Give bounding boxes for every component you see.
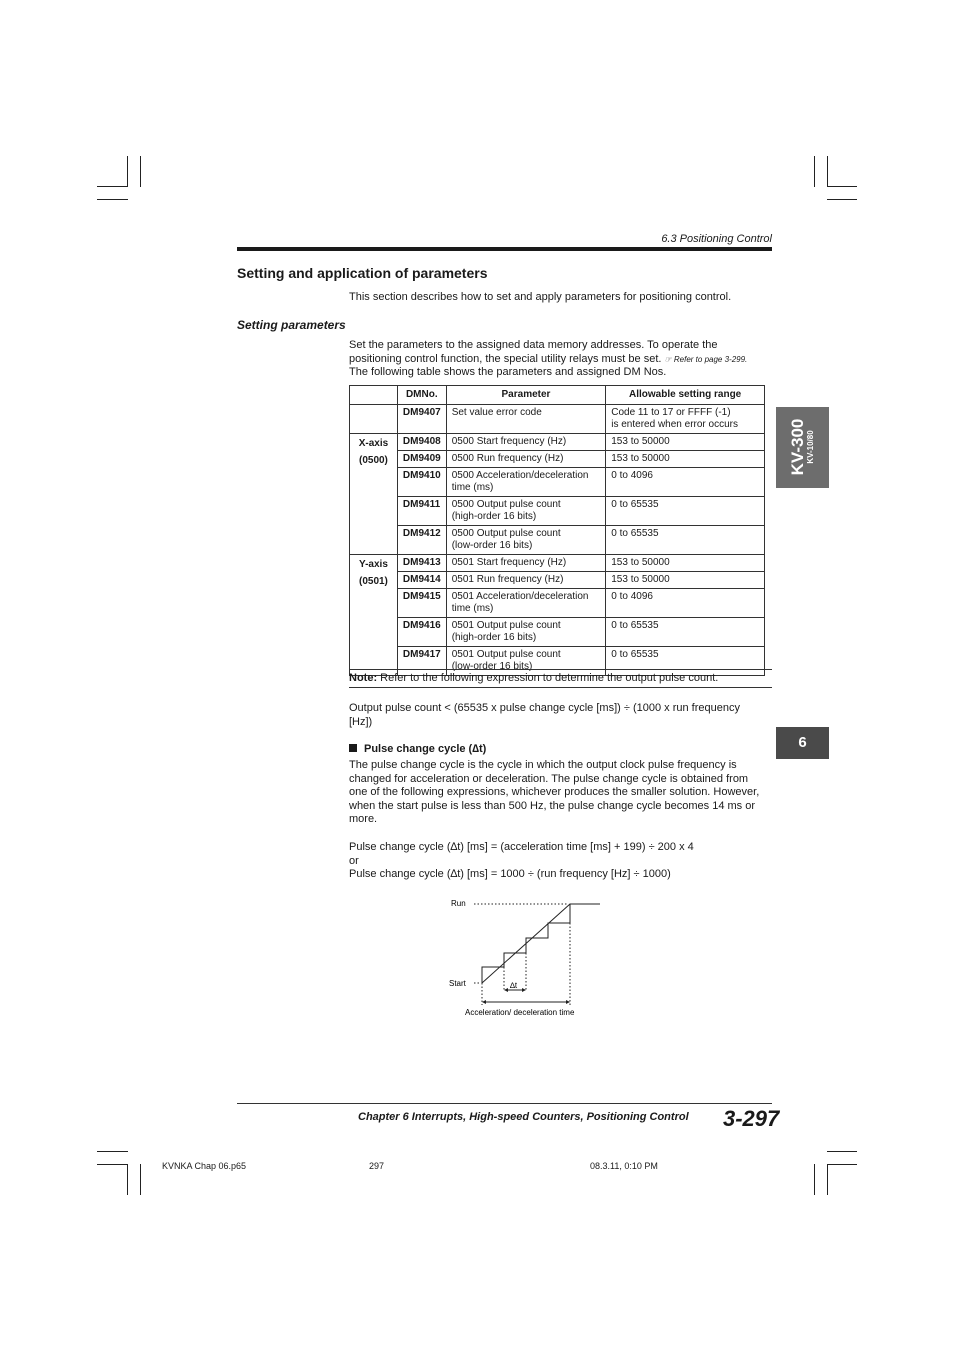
output-pulse-expression: [349, 702, 740, 729]
table-cell-blank: [350, 405, 398, 434]
section-intro: This section describes how to set and apply parameters for positioning control.: [349, 291, 732, 303]
axis-number: (0500): [358, 455, 388, 466]
pulse-heading: [349, 743, 486, 757]
staircase-line: [482, 904, 600, 983]
table-cell-dm: DM9408: [397, 434, 446, 451]
table-cell-range: 0 to 4096: [606, 589, 765, 618]
axis-number: (0501): [358, 576, 388, 587]
table-header-blank: [350, 386, 398, 405]
parameter-line-1: 0501 Acceleration/deceleration: [451, 591, 589, 602]
table-cell-dm: DM9409: [397, 451, 446, 468]
pulse-line: when the start pulse is less than 500 Hz, the pulse change cycle becomes 14 ms or: [349, 799, 755, 812]
parameter-line-1: 0500 Acceleration/deceleration: [451, 470, 589, 481]
table-cell-parameter: [446, 451, 606, 468]
footer-rule: [237, 1103, 772, 1104]
axis-label-cell: [350, 434, 398, 555]
parameter-line-1: 0501 Output pulse count: [451, 620, 561, 631]
range-line-2: is entered when error occurs: [611, 419, 738, 430]
expression-line-2: [Hz]): [349, 715, 373, 728]
table-cell-range: 153 to 50000: [606, 555, 765, 572]
table-cell-parameter: [446, 468, 606, 497]
section-title: Setting and application of parameters: [237, 265, 488, 281]
axis-label: X-axis: [358, 438, 389, 449]
note-text: Refer to the following expression to determine the output pulse count.: [377, 672, 719, 684]
diagram-run-label: Run: [451, 899, 466, 908]
parameter-line-1: 0500 Start frequency (Hz): [451, 436, 567, 447]
table-row: [350, 468, 765, 497]
parameter-line-2: (low-order 16 bits): [451, 540, 533, 551]
page-reference: ☞ Refer to page 3-299.: [664, 354, 748, 364]
table-cell-dm: DM9414: [397, 572, 446, 589]
table-cell-parameter: [446, 497, 606, 526]
table-cell-range: 153 to 50000: [606, 434, 765, 451]
square-bullet-icon: [349, 744, 357, 752]
table-row: [350, 434, 765, 451]
subsection-title: Setting parameters: [237, 318, 346, 332]
table-cell-parameter: [446, 526, 606, 555]
table-cell-dm: DM9416: [397, 618, 446, 647]
subsection-line-2-text: positioning control function, the special utility relays must be set.: [349, 352, 662, 365]
table-cell-range: 0 to 65535: [606, 618, 765, 647]
side-tab-kv300: [776, 407, 829, 488]
pulse-line: more.: [349, 813, 378, 825]
table-cell-parameter: [446, 555, 606, 572]
subsection-line-2: [349, 353, 779, 367]
table-row: [350, 618, 765, 647]
pulse-cycle-diagram: [440, 895, 610, 1020]
parameter-line-2: time (ms): [451, 482, 494, 493]
table-cell-parameter: [446, 572, 606, 589]
side-tab-text: [789, 419, 815, 476]
table-cell-dm: DM9412: [397, 526, 446, 555]
expression-line-1: Output pulse count < (65535 x pulse change cycle [ms]) ÷ (1000 x run frequency: [349, 702, 740, 714]
subsection-text: [349, 339, 779, 380]
table-row: [350, 405, 765, 434]
range-line-1: Code 11 to 17 or FFFF (-1): [611, 407, 731, 418]
parameter-line-1: 0501 Output pulse count: [451, 649, 561, 660]
parameter-line-2: time (ms): [451, 603, 494, 614]
table-header-dmno: DMNo.: [397, 386, 446, 405]
y-axis-group: [350, 555, 765, 676]
table-cell-parameter: Set value error code: [446, 405, 606, 434]
table-cell-dm: DM9417: [397, 647, 446, 676]
running-head: 6.3 Positioning Control: [661, 233, 772, 245]
table-header-parameter: Parameter: [446, 386, 606, 405]
formula-1: Pulse change cycle (∆t) [ms] = (acceleration time [ms] + 199) ÷ 200 x 4: [349, 841, 694, 853]
pulse-line: changed for acceleration or deceleration. The pulse change cycle is obtained from: [349, 772, 749, 785]
diagram-accel-label: Acceleration/ deceleration time: [465, 1008, 575, 1017]
table-cell-dm: DM9413: [397, 555, 446, 572]
table-cell-dm: DM9407: [397, 405, 446, 434]
table-row: [350, 555, 765, 572]
chapter-tab: 6: [776, 727, 829, 759]
axis-label: Y-axis: [358, 559, 388, 570]
table-row: [350, 526, 765, 555]
pulse-title: Pulse change cycle (∆t): [364, 743, 487, 755]
subsection-line-3: The following table shows the parameters and assigned DM Nos.: [349, 366, 667, 378]
formula-or: or: [349, 854, 359, 867]
table-cell-range: [606, 405, 765, 434]
parameter-line-1: 0500 Output pulse count: [451, 499, 561, 510]
x-axis-group: [350, 434, 765, 555]
page-number: 3-297: [723, 1106, 780, 1131]
table-cell-parameter: [446, 618, 606, 647]
table-header-row: [350, 386, 765, 405]
axis-label-cell: [350, 555, 398, 676]
table-row: [350, 497, 765, 526]
parameter-line-2: (low-order 16 bits): [451, 661, 533, 672]
parameter-line-1: 0500 Output pulse count: [451, 528, 561, 539]
table-cell-range: 0 to 65535: [606, 526, 765, 555]
header-rule: [237, 247, 772, 251]
pulse-formulas: [349, 841, 694, 882]
table-cell-range: 0 to 65535: [606, 647, 765, 676]
table-cell-range: 0 to 65535: [606, 497, 765, 526]
parameters-table: [349, 385, 765, 676]
parameter-line-1: 0500 Run frequency (Hz): [451, 453, 564, 464]
diagram-start-label: Start: [449, 979, 466, 988]
formula-2: Pulse change cycle (∆t) [ms] = 1000 ÷ (run frequency [Hz] ÷ 1000): [349, 868, 671, 880]
table-row: [350, 589, 765, 618]
slug-file: KVNKA Chap 06.p65: [162, 1161, 247, 1171]
table-cell-range: 153 to 50000: [606, 451, 765, 468]
pulse-line: The pulse change cycle is the cycle in which the output clock pulse frequency is: [349, 759, 737, 771]
table-cell-range: 0 to 4096: [606, 468, 765, 497]
table-row: [350, 451, 765, 468]
slug-date: 08.3.11, 0:10 PM: [590, 1161, 658, 1171]
side-tab-small: KV-10/80: [806, 430, 815, 464]
note-box: [349, 669, 772, 688]
parameter-line-2: (high-order 16 bits): [451, 511, 537, 522]
parameter-line-2: (high-order 16 bits): [451, 632, 537, 643]
table-cell-dm: DM9411: [397, 497, 446, 526]
table-row: [350, 572, 765, 589]
subsection-line-1: Set the parameters to the assigned data memory addresses. To operate the: [349, 339, 718, 351]
side-tab-big: KV-300: [788, 418, 807, 476]
diagram-dt-label: ∆t: [510, 981, 518, 990]
table-cell-parameter: [446, 589, 606, 618]
pulse-line: one of the following expressions, whichever produces the smaller solution. However,: [349, 786, 760, 798]
table-cell-range: 153 to 50000: [606, 572, 765, 589]
note-label: Note:: [349, 672, 378, 684]
table-header-range: Allowable setting range: [606, 386, 765, 405]
slug-page: 297: [369, 1161, 385, 1171]
parameter-line-1: 0501 Start frequency (Hz): [451, 557, 567, 568]
footer-chapter: Chapter 6 Interrupts, High-speed Counters, Positioning Control: [358, 1111, 689, 1123]
table-cell-dm: DM9415: [397, 589, 446, 618]
table-cell-parameter: [446, 434, 606, 451]
pulse-paragraph: [349, 759, 759, 827]
table-cell-dm: DM9410: [397, 468, 446, 497]
parameter-line-1: 0501 Run frequency (Hz): [451, 574, 564, 585]
